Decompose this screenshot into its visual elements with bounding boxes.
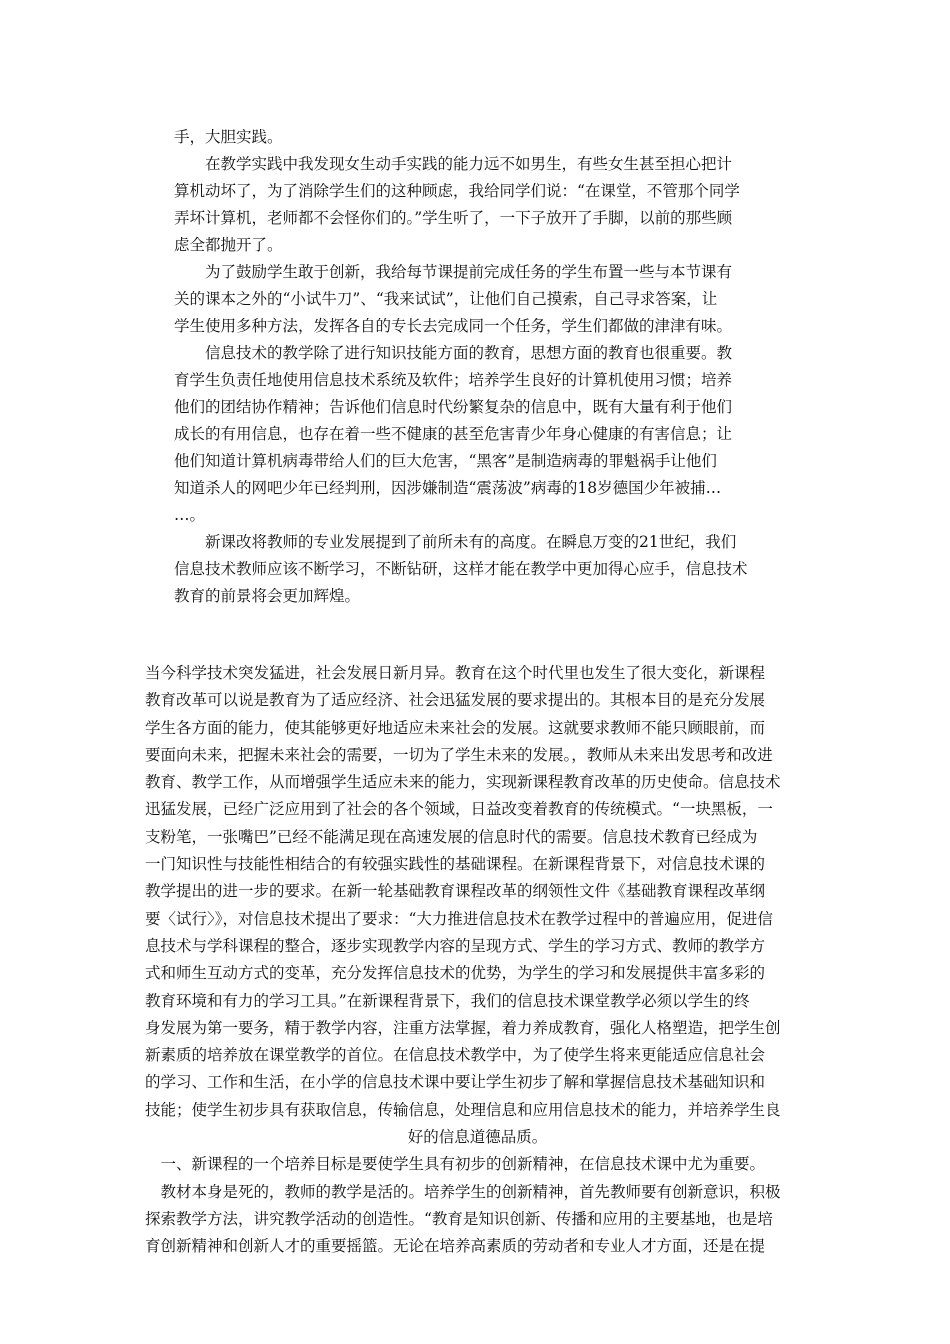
text-line: 新课改将教师的专业发展提到了前所未有的高度。在瞬息万变的21世纪，我们	[174, 533, 737, 551]
text-line: 当今科学技术突发猛进，社会发展日新月异。教育在这个时代里也发生了很大变化，新课程	[145, 664, 766, 682]
text-line: 要〈试行〉》，对信息技术提出了要求：“大力推进信息技术在教学过程中的普遍应用，促进信	[145, 909, 773, 928]
text-line: 教育环境和有力的学习工具。”在新课程背景下，我们的信息技术课堂教学必须以学生的终	[145, 991, 750, 1010]
text-line: 的学习、工作和生活，在小学的信息技术课中要让学生初步了解和掌握信息技术基础知识和	[145, 1073, 766, 1092]
text-line: 支粉笔，一张嘴巴”已经不能满足现在高速发展的信息时代的需要。信息技术教育已经成为	[145, 827, 758, 846]
text-line: 关的课本之外的“小试牛刀”、“我来试试”，让他们自己摸索，自己寻求答案，让	[174, 290, 718, 308]
text-line: 弄坏计算机，老师都不会怪你们的。”学生听了，一下子放开了手脚，以前的那些顾	[174, 209, 733, 227]
text-line: 息技术与学科课程的整合，逐步实现教学内容的呈现方式、学生的学习方式、教师的教学方	[145, 936, 766, 955]
text-line: 迅猛发展，已经广泛应用到了社会的各个领域，日益改变着教育的传统模式。“一块黑板，一	[145, 800, 773, 819]
text-line: 式和师生互动方式的变革，充分发挥信息技术的优势，为学生的学习和发展提供丰富多彩的	[145, 964, 766, 983]
text-line: 他们的团结协作精神；告诉他们信息时代纷繁复杂的信息中，既有大量有利于他们	[174, 398, 733, 416]
text-line: 信息技术的教学除了进行知识技能方面的教育，思想方面的教育也很重要。教	[174, 344, 733, 362]
text-line: 为了鼓励学生敢于创新，我给每节课提前完成任务的学生布置一些与本节课有	[174, 263, 733, 281]
text-line: 在教学实践中我发现女生动手实践的能力远不如男生，有些女生甚至担心把计	[174, 155, 733, 173]
text-line: 一门知识性与技能性相结合的有较强实践性的基础课程。在新课程背景下，对信息技术课的	[145, 855, 766, 874]
text-line: 学生各方面的能力，使其能够更好地适应未来社会的发展。这就要求教师不能只顾眼前，而	[145, 718, 766, 737]
text-line: 教育改革可以说是教育为了适应经济、社会迅猛发展的要求提出的。其根本目的是充分发展	[145, 691, 766, 710]
text-section-top	[174, 124, 774, 610]
text-line: 他们知道计算机病毒带给人们的巨大危害，“黑客”是制造病毒的罪魁祸手让他们	[174, 452, 717, 470]
text-line: 信息技术教师应该不断学习，不断钻研，这样才能在教学中更加得心应手，信息技术	[174, 560, 748, 578]
text-line-centered: 好的信息道德品质。	[407, 1128, 548, 1147]
text-line: 算机动坏了，为了消除学生们的这种顾虑，我给同学们说：“在课堂，不管那个同学	[174, 182, 740, 200]
text-line: 育学生负责任地使用信息技术系统及软件；培养学生良好的计算机使用习惯；培养	[174, 371, 733, 389]
text-line: 一、新课程的一个培养目标是要使学生具有初步的创新精神，在信息技术课中尤为重要。	[145, 1155, 766, 1174]
text-line: 教材本身是死的，教师的教学是活的。培养学生的创新精神，首先教师要有创新意识，积极	[145, 1182, 781, 1201]
text-line: 身发展为第一要务，精于教学内容，注重方法掌握，着力养成教育，强化人格塑造，把学生创	[145, 1018, 781, 1037]
text-line: 学生使用多种方法，发挥各自的专长去完成同一个任务，学生们都做的津津有味。	[174, 317, 733, 335]
text-line: 教学提出的进一步的要求。在新一轮基础教育课程改革的纲领性文件《基础教育课程改革纲	[145, 882, 766, 901]
text-line: 技能；使学生初步具有获取信息，传输信息，处理信息和应用信息技术的能力，并培养学生良	[145, 1100, 781, 1119]
text-line: 探索教学方法，讲究教学活动的创造性。“教育是知识创新、传播和应用的主要基地，也是培	[145, 1209, 773, 1228]
text-line: 手，大胆实践。	[174, 128, 283, 146]
text-line: 要面向未来，把握未来社会的需要，一切为了学生未来的发展。，教师从未来出发思考和改进	[145, 745, 773, 764]
text-section-bottom	[145, 660, 810, 1261]
text-line: 成长的有用信息，也存在着一些不健康的甚至危害青少年身心健康的有害信息；让	[174, 425, 733, 443]
text-line: 知道杀人的网吧少年已经判刑，因涉嫌制造“震荡波”病毒的18岁德国少年被捕…	[174, 479, 722, 497]
text-line: 教育、教学工作，从而增强学生适应未来的能力，实现新课程教育改革的历史使命。信息技术	[145, 773, 781, 792]
text-line: 新素质的培养放在课堂教学的首位。在信息技术教学中，为了使学生将来更能适应信息社会	[145, 1046, 766, 1065]
text-line: 育创新精神和创新人才的重要摇篮。无论在培养高素质的劳动者和专业人才方面，还是在提	[145, 1237, 766, 1256]
text-line: …。	[174, 506, 206, 524]
text-line: 虑全都抛开了。	[174, 236, 283, 254]
text-line: 教育的前景将会更加辉煌。	[174, 587, 361, 605]
